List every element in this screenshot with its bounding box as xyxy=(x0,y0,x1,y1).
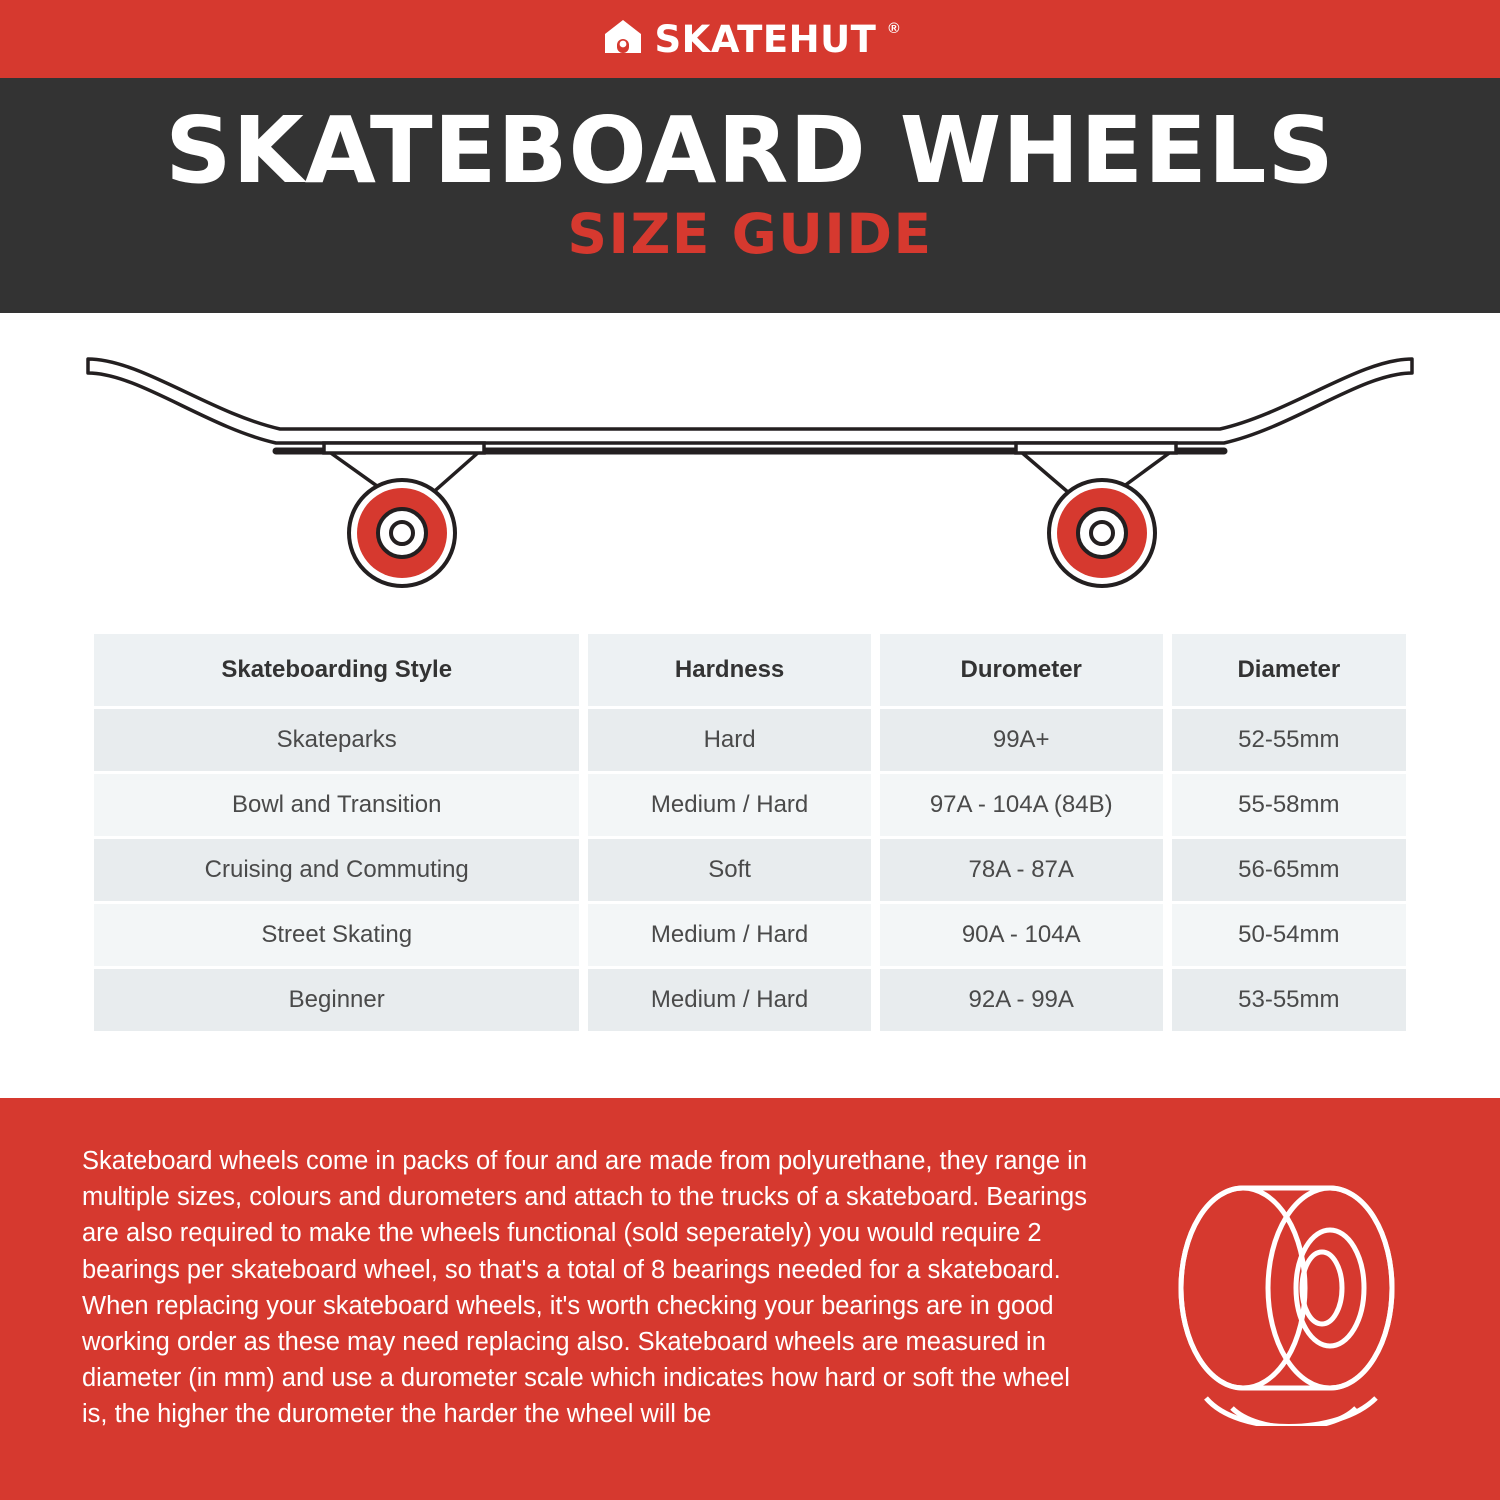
title-block xyxy=(0,78,1500,313)
cell-durometer: 92A - 99A xyxy=(880,969,1163,1031)
table-row xyxy=(94,839,1406,901)
cell-style: Bowl and Transition xyxy=(94,774,579,836)
registered-mark: ® xyxy=(888,19,900,37)
table-row xyxy=(94,904,1406,966)
skateboard-illustration xyxy=(0,313,1500,613)
cell-diameter: 56-65mm xyxy=(1172,839,1406,901)
footer-icon-wrap xyxy=(1095,1098,1500,1426)
cell-diameter: 50-54mm xyxy=(1172,904,1406,966)
cell-diameter: 53-55mm xyxy=(1172,969,1406,1031)
skate-wheel-icon xyxy=(1148,1146,1448,1426)
cell-style: Street Skating xyxy=(94,904,579,966)
cell-diameter: 52-55mm xyxy=(1172,709,1406,771)
page-title: SKATEBOARD WHEELS xyxy=(165,97,1335,204)
column-header-hardness: Hardness xyxy=(588,634,870,706)
brand-bar xyxy=(0,0,1500,78)
skatehut-hut-logo-icon xyxy=(601,17,645,62)
brand-name: SKATEHUT xyxy=(654,17,877,61)
size-guide-table xyxy=(85,631,1415,1034)
column-header-durometer: Durometer xyxy=(880,634,1163,706)
cell-style: Skateparks xyxy=(94,709,579,771)
column-header-diameter: Diameter xyxy=(1172,634,1406,706)
size-guide-table-container xyxy=(0,613,1500,1034)
cell-style: Cruising and Commuting xyxy=(94,839,579,901)
cell-hardness: Soft xyxy=(588,839,870,901)
cell-durometer: 97A - 104A (84B) xyxy=(880,774,1163,836)
cell-durometer: 99A+ xyxy=(880,709,1163,771)
table-row xyxy=(94,709,1406,771)
cell-hardness: Medium / Hard xyxy=(588,969,870,1031)
brand-logo[interactable] xyxy=(601,17,900,62)
cell-hardness: Medium / Hard xyxy=(588,774,870,836)
cell-diameter: 55-58mm xyxy=(1172,774,1406,836)
cell-durometer: 90A - 104A xyxy=(880,904,1163,966)
cell-style: Beginner xyxy=(94,969,579,1031)
table-row xyxy=(94,969,1406,1031)
skateboard-side-view-icon xyxy=(80,351,1420,601)
column-header-style: Skateboarding Style xyxy=(94,634,579,706)
table-header-row xyxy=(94,634,1406,706)
table-row xyxy=(94,774,1406,836)
cell-durometer: 78A - 87A xyxy=(880,839,1163,901)
cell-hardness: Medium / Hard xyxy=(588,904,870,966)
page-subtitle: SIZE GUIDE xyxy=(567,202,933,267)
footer-panel xyxy=(0,1098,1500,1500)
footer-description: Skateboard wheels come in packs of four and are made from polyurethane, they range in multiple sizes, colours and durometers and attach to the trucks of a skateboard. Bearings are also required to make the wheels functional (sold seperately) you would require 2 bearings per skateboard wheel, so that's a total of 8 bearings needed for a skateboard. When replacing your skateboard wheels, it's worth checking your bearings are in good working order as these may need replacing also. Skateboard wheels are measured in diameter (in mm) and use a durometer scale which indicates how hard or soft the wheel is, the higher the durometer the harder the wheel will be xyxy=(82,1147,1087,1429)
cell-hardness: Hard xyxy=(588,709,870,771)
